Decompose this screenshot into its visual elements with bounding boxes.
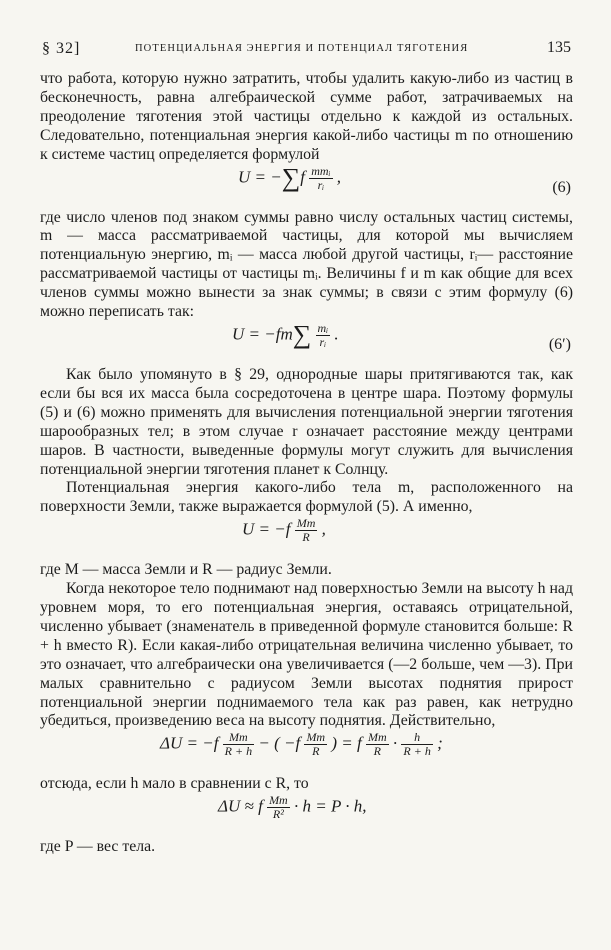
paragraph: отсюда, если h мало в сравнении с R, то — [40, 775, 309, 793]
formula-delta-u: ΔU = −f $\frac{Mm}{R + h}$ − ( −f $\frac{Mm}{R}$ ) = f $\frac{Mm}{R}$ · $\frac{h}{R + h}$ ; — [160, 730, 443, 759]
page-number: 135 — [547, 39, 571, 56]
paragraph: что работа, которую нужно затратить, чтобы удалить какую-либо из частиц в бесконечность, равна алгебраической сумме работ, затрачиваемых на преодоление тяготения этой частицы отдельно к каждой из остальных. Следовательно, потенциальная энергия какой-либо частицы m по отношению к системе частиц определяется формулой — [40, 70, 573, 163]
paragraph: Как было упомянуто в § 29, однородные шары притягиваются так, как если бы вся их масса была сосредоточена в центре шара. Поэтому формулы (5) и (6) можно применять для вычисления потенциальной энергии тяготения шарообразных тел; в этом случае r означает расстояние между центрами шаров. В частности, выведенные формулы могут служить для вычисления потенциальной энергии тяготения планет к Солнцу. — [40, 365, 573, 478]
paragraph: где P — вес тела. — [40, 838, 156, 856]
equation-number: (6′) — [548, 335, 571, 353]
formula-approx: ΔU ≈ f $\frac{Mm}{\text{R²}}$ · h = P · h, — [218, 793, 367, 822]
running-title: ПОТЕНЦИАЛЬНАЯ ЭНЕРГИЯ И ПОТЕНЦИАЛ ТЯГОТЕНИЯ — [135, 43, 469, 54]
equation-number: (6) — [552, 178, 571, 196]
formula-6: U = −∑f $\frac{\text{mmᵢ}}{\text{rᵢ}}$ , (6) — [238, 162, 571, 196]
paragraph: где M — масса Земли и R — радиус Земли. — [40, 561, 332, 579]
running-header — [40, 36, 573, 60]
paragraph: где число членов под знаком суммы равно числу остальных частиц системы, m — масса рассматриваемой частицы, для которой мы вычисляем потенциальную энергию, mᵢ — масса любой другой частицы, rᵢ— расстояние рассматриваемой частицы от частицы mᵢ. Величины f и m как общие для всех членов суммы можно вынести за знак суммы; в связи с этим формулу (6) можно переписать так: — [40, 208, 573, 321]
formula-earth: U = −f $\frac{Mm}{R}$ , — [242, 516, 326, 545]
formula-6-prime: U = −fm∑ $\frac{\text{mᵢ}}{\text{rᵢ}}$ . (6′) — [232, 320, 571, 353]
paragraph: Потенциальная энергия какого-либо тела m, расположенного на поверхности Земли, также выражается формулой (5). А именно, — [40, 479, 573, 516]
body-text — [40, 70, 573, 857]
paragraph: Когда некоторое тело поднимают над поверхностью Земли на высоту h над уровнем моря, то его потенциальная энергия, оставаясь отрицательной, численно убывает (знаменатель в приведенной формуле становится больше: R + h вместо R). Если какая-либо отрицательная величина численно убывает, то это означает, что алгебраически она увеличивается (—2 больше, чем —3). При малых сравнительно с радиусом Земли высотах поднятия прирост потенциальной энергии поднимаемого тела как раз равен, как нетрудно убедиться, произведению веса на высоту поднятия. Действительно, — [40, 580, 573, 730]
section-ref: § 32] — [42, 40, 81, 57]
